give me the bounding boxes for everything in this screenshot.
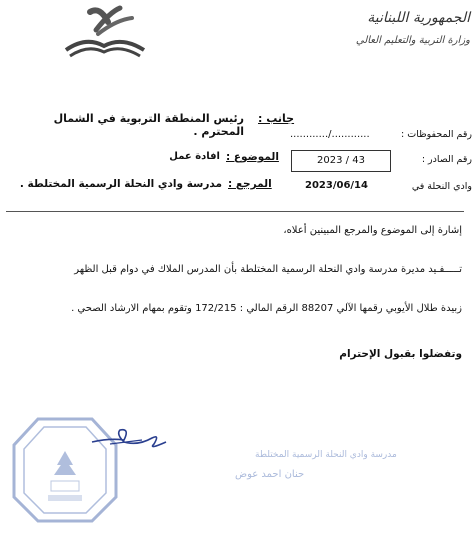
subject-value: افادة عمل [169,151,220,162]
letterhead-ministry: وزارة التربية والتعليم العالي [355,35,470,46]
reference-label: المرجع : [228,178,272,190]
subject-label: الموضوع : [226,151,279,163]
archive-label: رقم المحفوظات : [401,129,472,140]
body-line-3: زبيدة طلال الأيوبي رقمها الآلي 88207 الرقم المالي : 172/215 وتقوم بمهام الارشاد الصحي . [71,303,462,314]
body-line-1: إشارة إلى الموضوع والمرجع المبينين أعلاه، [283,225,462,236]
to-value: رئيس المنطقة التربوية في الشمال المحترم . [53,112,244,138]
body-line-2: تـــــفـيد مديرة مدرسة وادي النحلة الرسمية المختلطة بأن المدرس الملاك في دوام قبل الظهر [74,264,462,275]
to-label: جانب : [258,112,295,125]
date-value: 2023/06/14 [305,180,368,191]
issue-number-box: 2023 / 43 [291,150,391,172]
closing-line: وتفضلوا بقبول الإحترام [339,348,462,360]
header-divider [6,211,464,212]
open-book-logo [60,4,150,58]
place-label: وادي النحلة في [411,181,472,192]
stamp-name-text: حنان احمد عوض [235,469,305,480]
archive-value: ............/............ [290,129,370,140]
reference-value: مدرسة وادي النحلة الرسمية المختلطة . [19,178,222,190]
letterhead-title: الجمهورية اللبنانية [367,10,470,26]
stamp-school-text: مدرسة وادي النحلة الرسمية المختلطة [255,450,397,460]
issue-label: رقم الصادر : [421,154,472,165]
handwritten-signature-icon [90,420,170,460]
